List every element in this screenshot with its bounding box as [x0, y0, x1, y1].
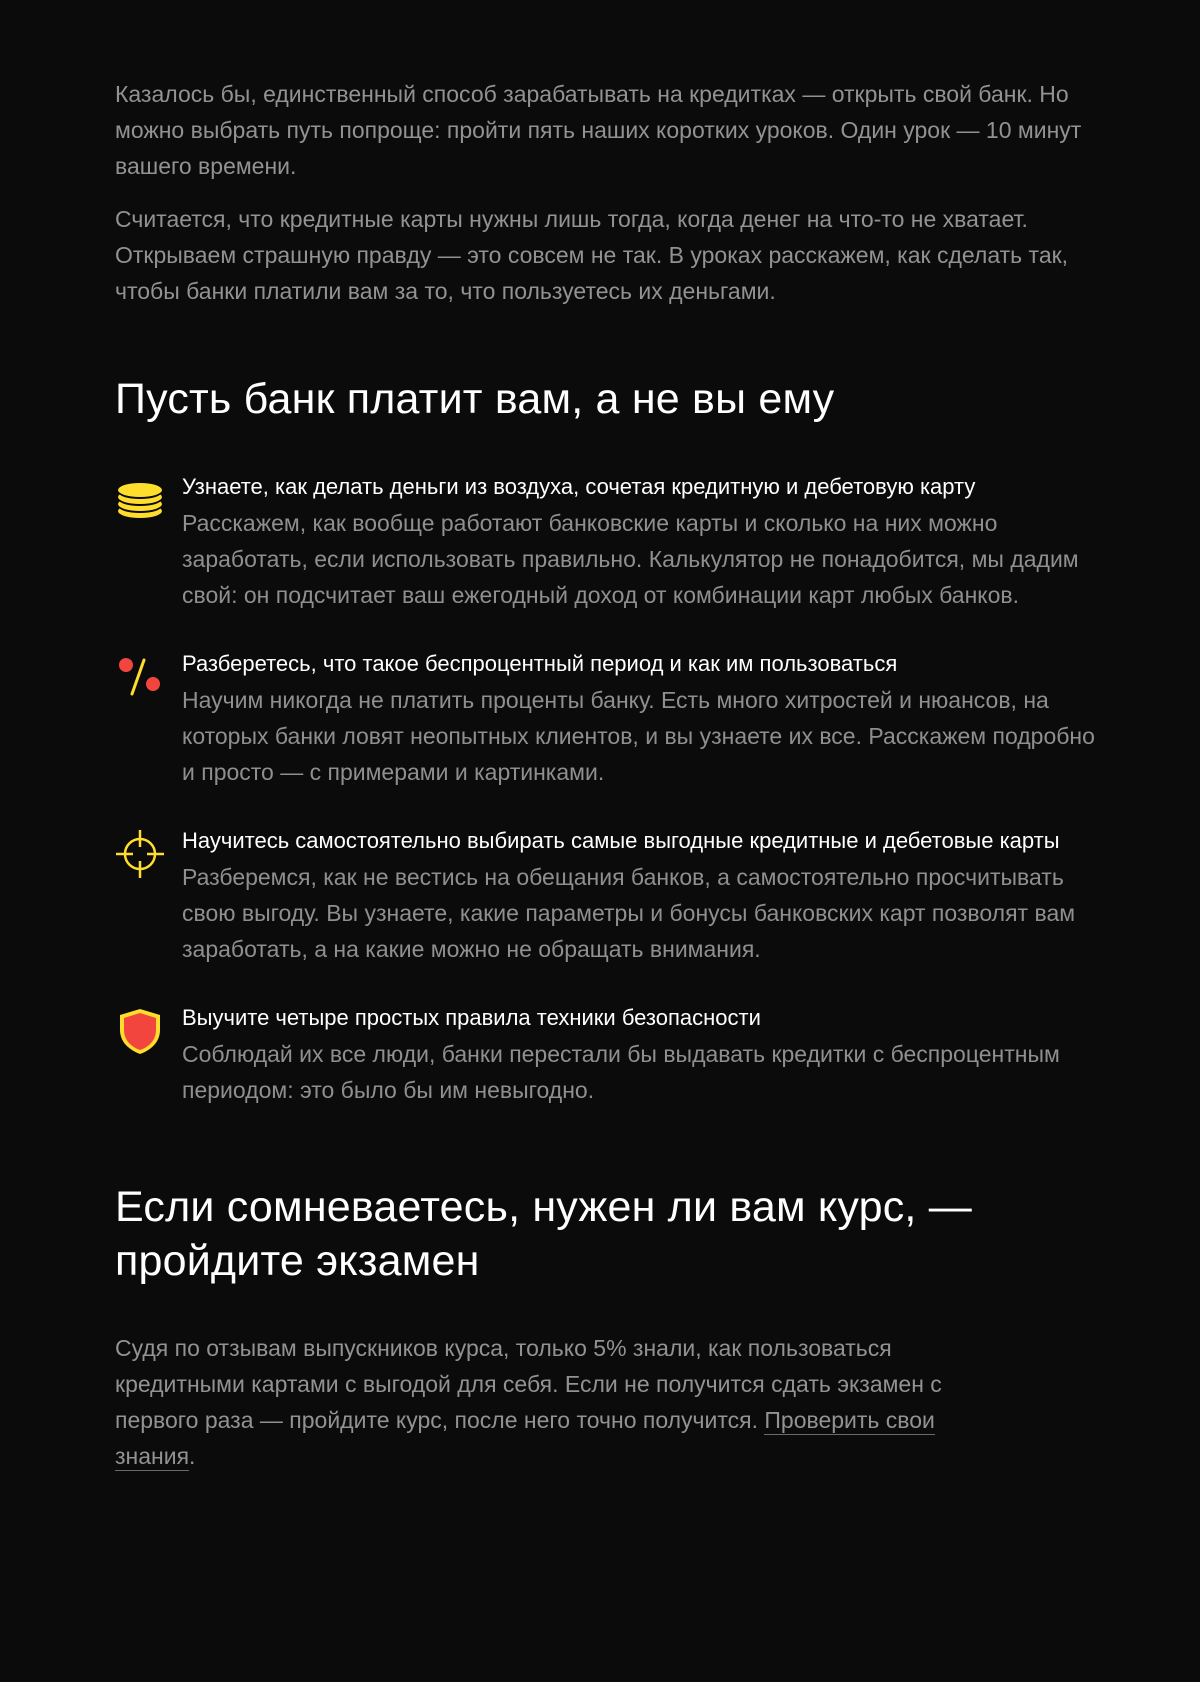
benefit-item-percent [115, 646, 1095, 790]
benefit-item-crosshair [115, 823, 1095, 967]
intro-paragraph-1: Казалось бы, единственный способ зарабатывать на кредитках — открыть свой банк. Но можно выбрать путь попроще: пройти пять наших коротких уроков. Один урок — 10 минут вашего времени. [115, 81, 1082, 179]
shield-icon [115, 1006, 165, 1056]
benefit-item-coins [115, 469, 1095, 613]
benefit-item-shield [115, 1000, 1095, 1108]
exam-paragraph [115, 1330, 1015, 1474]
crosshair-icon [115, 829, 165, 879]
benefit-title: Научитесь самостоятельно выбирать самые выгодные кредитные и дебетовые карты [182, 828, 1060, 853]
check-knowledge-link[interactable]: Проверить свои знания [115, 1407, 935, 1469]
coins-icon [115, 475, 165, 525]
article-content [115, 76, 1095, 1474]
exam-heading: Если сомневаетесь, нужен ли вам курс, — пройдите экзамен [115, 1183, 972, 1285]
benefit-text: Расскажем, как вообще работают банковские карты и сколько на них можно заработать, если использовать правильно. Калькулятор не понадобится, мы дадим свой: он подсчитает ваш ежегодный доход от комбинации карт любых банков. [182, 510, 1079, 608]
benefit-title: Выучите четыре простых правила техники безопасности [182, 1005, 761, 1030]
benefit-text: Научим никогда не платить проценты банку. Есть много хитростей и нюансов, на которых банки ловят неопытных клиентов, и вы узнаете их все. Расскажем подробно и просто — с примерами и картинками. [182, 687, 1095, 785]
intro-section [115, 76, 1095, 309]
benefit-text: Разберемся, как не вестись на обещания банков, а самостоятельно просчитывать свою выгоду. Вы узнаете, какие параметры и бонусы банковских карт позволят вам заработать, а на какие можно не обращать внимания. [182, 864, 1076, 962]
intro-paragraph-2: Считается, что кредитные карты нужны лишь тогда, когда денег на что-то не хватает. Открываем страшную правду — это совсем не так. В уроках расскажем, как сделать так, чтобы банки платили вам за то, что пользуетесь их деньгами. [115, 206, 1069, 304]
benefits-heading: Пусть банк платит вам, а не вы ему [115, 375, 835, 423]
benefit-text: Соблюдай их все люди, банки перестали бы выдавать кредитки с беспроцентным периодом: это было бы им невыгодно. [182, 1041, 1060, 1103]
benefits-list [115, 469, 1095, 1108]
percent-icon [115, 652, 165, 702]
benefit-title: Узнаете, как делать деньги из воздуха, сочетая кредитную и дебетовую карту [182, 474, 976, 499]
exam-text: Судя по отзывам выпускников курса, только 5% знали, как пользоваться кредитными картами с выгодой для себя. Если не получится сдать экзамен с первого раза — пройдите курс, после него точно получится. [115, 1335, 942, 1433]
exam-trailing-period: . [189, 1443, 196, 1469]
benefit-title: Разберетесь, что такое беспроцентный период и как им пользоваться [182, 651, 898, 676]
